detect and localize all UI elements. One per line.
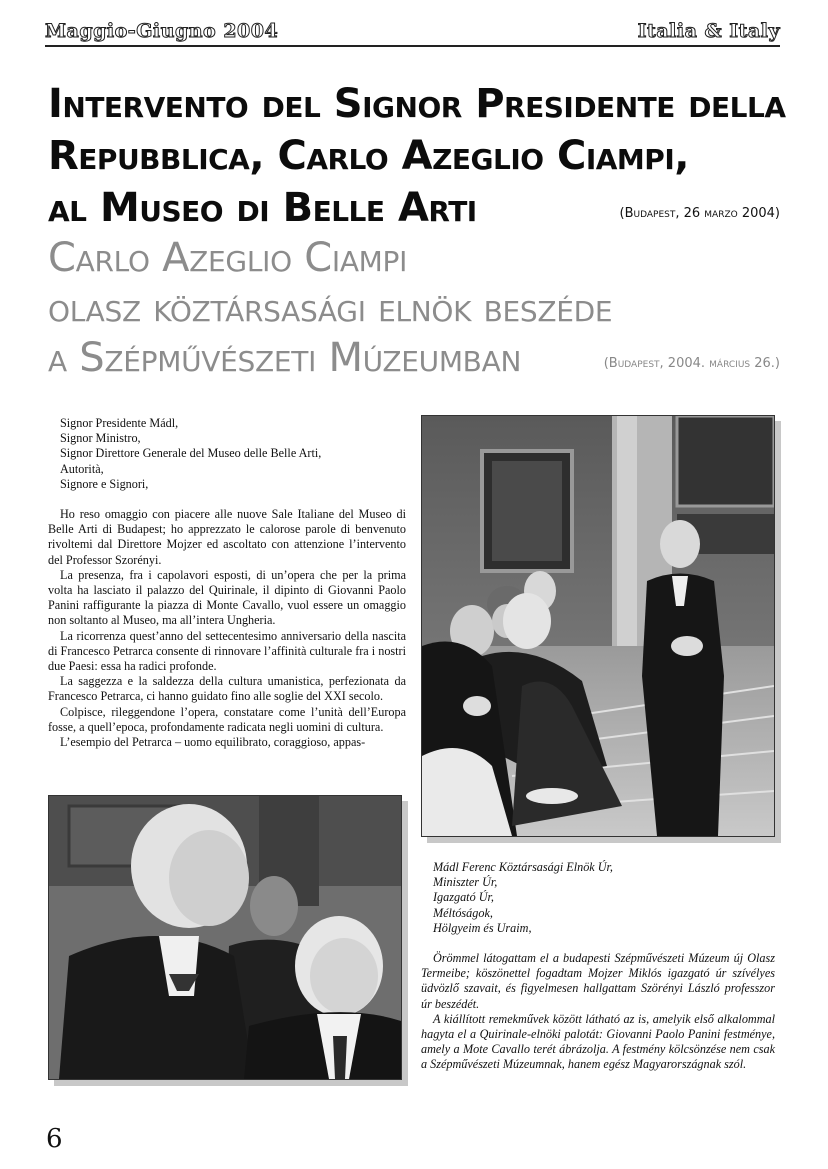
salutation-line: Signor Presidente Mádl, (60, 416, 179, 430)
salutation-line: Méltóságok, (433, 905, 493, 920)
title-hu-line-2: olasz köztársasági elnök beszéde (48, 285, 613, 331)
dateline-hu: (Budapest, 2004. március 26.) (603, 356, 780, 371)
photo-president-in-museum-hall (421, 415, 775, 837)
photo-two-gentlemen (48, 795, 402, 1080)
paragraph: L’esempio del Petrarca – uomo equilibrato, coraggioso, appas- (60, 735, 366, 750)
paragraph: La ricorrenza quest’anno del settecentesimo anniversario della nascita di Francesco Petrarca consente di rinnovare l’affinità culturale fra i nostri due Paesi: essa ha radici profonde. (48, 628, 406, 674)
issue-date: Maggio-Giugno 2004 (45, 20, 279, 42)
paragraph: La saggezza e la saldezza della cultura umanistica, perfezionata da Francesco Petrarca, ci hanno guidato fino alle soglie del XXI secolo. (48, 674, 406, 704)
salutation-line: Igazgató Úr, (433, 890, 494, 905)
header-rule (45, 45, 780, 47)
title-hu-line-1: Carlo Azeglio Ciampi (48, 235, 408, 281)
title-it-line-2: Repubblica, Carlo Azeglio Ciampi, (48, 133, 689, 179)
paragraph: A kiállított remekművek között látható az is, amelyik első alkalommal hagyta el a Quirinale-elnöki palotát: Giovanni Paolo Panini festménye, amely a Mote Cavallo terét ábrázolja. A festmény kölcsönzése nem csak a Szépművészeti Múzeumnak, hanem egész Magyarországnak szól. (421, 1011, 775, 1072)
paragraph: Colpisce, rileggendone l’opera, constatare come l’unità dell’Europa fosse, a quell’epoca, profondamente radicata negli uomini di cultura. (48, 704, 406, 734)
salutation-line: Autorità, (60, 461, 104, 476)
dateline-it: (Budapest, 26 marzo 2004) (619, 206, 780, 221)
salutation-line: Signor Ministro, (60, 431, 141, 446)
salutation-line: Signor Direttore Generale del Museo delle Belle Arti, (60, 446, 322, 461)
title-it-line-1: Intervento del Signor Presidente della (48, 81, 786, 127)
paragraph: Ho reso omaggio con piacere alle nuove Sale Italiane del Museo di Belle Arti di Budapest; ho apprezzato le calorose parole di benvenuto rivoltemi dal Direttore Mojzer ed ascoltato con attenzione l’intervento del Professor Szorényi. (48, 507, 406, 567)
salutation-line: Mádl Ferenc Köztársasági Elnök Úr, (433, 860, 613, 874)
paragraph: La presenza, fra i capolavori esposti, di un’opera che per la prima volta ha lasciato il palazzo del Quirinale, il dipinto di Giovanni Paolo Panini raffigurante la piazza di Monte Cavallo, vuol essere un omaggio non soltanto al Museo, ma all’intera Ungheria. (48, 567, 406, 628)
title-it-line-3: al Museo di Belle Arti (48, 185, 477, 231)
salutation-line: Miniszter Úr, (433, 875, 498, 890)
paragraph: Örömmel látogattam el a budapesti Szépművészeti Múzeum új Olasz Termeibe; köszönettel fogadtam Mojzer Miklós igazgató úr szívélyes üdvözlő szavait, és figyelmesen hallgattam Szörényi László professzor úr beszédét. (421, 951, 775, 1011)
photo-two-gentlemen-image (49, 796, 401, 1079)
hungarian-text-column (421, 860, 775, 1073)
title-hu-line-3: a Szépművészeti Múzeumban (48, 335, 522, 381)
magazine-name: Italia & Italy (637, 20, 780, 42)
italian-text-column (48, 416, 406, 750)
photo-president-in-museum-hall-image (422, 416, 774, 836)
page-number: 6 (46, 1124, 63, 1154)
salutation-line: Hölgyeim és Uraim, (433, 920, 532, 935)
salutation-line: Signore e Signori, (60, 476, 149, 491)
